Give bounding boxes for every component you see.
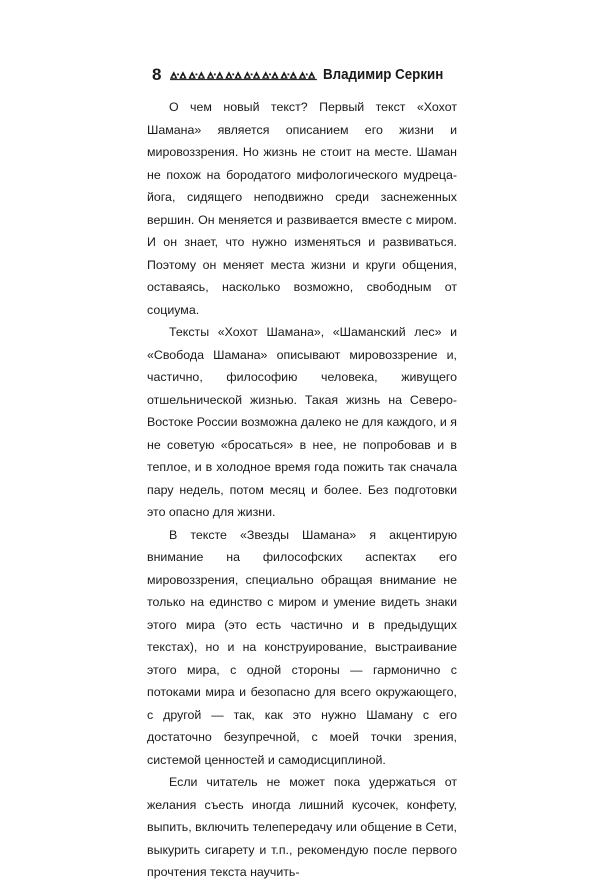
decorative-ornament-icon (170, 68, 318, 82)
running-head-author: Владимир Серкин (323, 67, 444, 83)
paragraph-1: О чем новый текст? Первый текст «Хохот Шамана» является описанием его жизни и мировоззрения. Но жизнь не стоит на месте. Шаман не похож на бородатого мифологического мудреца-йога, сидящего неподвижно среди заснеженных вершин. Он меняется и развивается вместе с миром. И он знает, что нужно изменяться и развиваться. Поэтому он меняет места жизни и круги общения, оставаясь, насколько возможно, свободным от социума. (147, 100, 457, 317)
paragraph-2: Тексты «Хохот Шамана», «Шаманский лес» и «Свобода Шамана» описывают мировоззрение и, частично, философию человека, живущего отшельнической жизнью. Такая жизнь на Северо-Востоке России возможна далеко не для каждого, и я не советую «бросаться» в нее, не попробовав и в теплое, и в холодное время года пожить так сначала пару недель, потом месяц и более. Без подготовки это опасно для жизни. (147, 325, 457, 519)
page-number: 8 (152, 65, 162, 84)
paragraph-3: В тексте «Звезды Шамана» я акцентирую внимание на философских аспектах его мировоззрения, специально обращая внимание не только на единство с миром и умение видеть знаки этого мира (это есть частично и в предыдущих текстах), но и на конструирование, выстраивание этого мира, с одной стороны — гармонично с потоками мира и безопасно для всего окружающего, с другой — так, как это нужно Шаману с его достаточно безупречной, с моей точки зрения, системой ценностей и самодисциплиной. (147, 527, 457, 767)
body-text (147, 96, 457, 884)
page-header (152, 64, 454, 86)
paragraph-4: Если читатель не может пока удержаться от желания съесть иногда лишний кусочек, конфету, выпить, включить телепередачу или общение в Сети, выкурить сигарету и т.п., рекомендую после первого прочтения текста научить- (147, 775, 457, 879)
